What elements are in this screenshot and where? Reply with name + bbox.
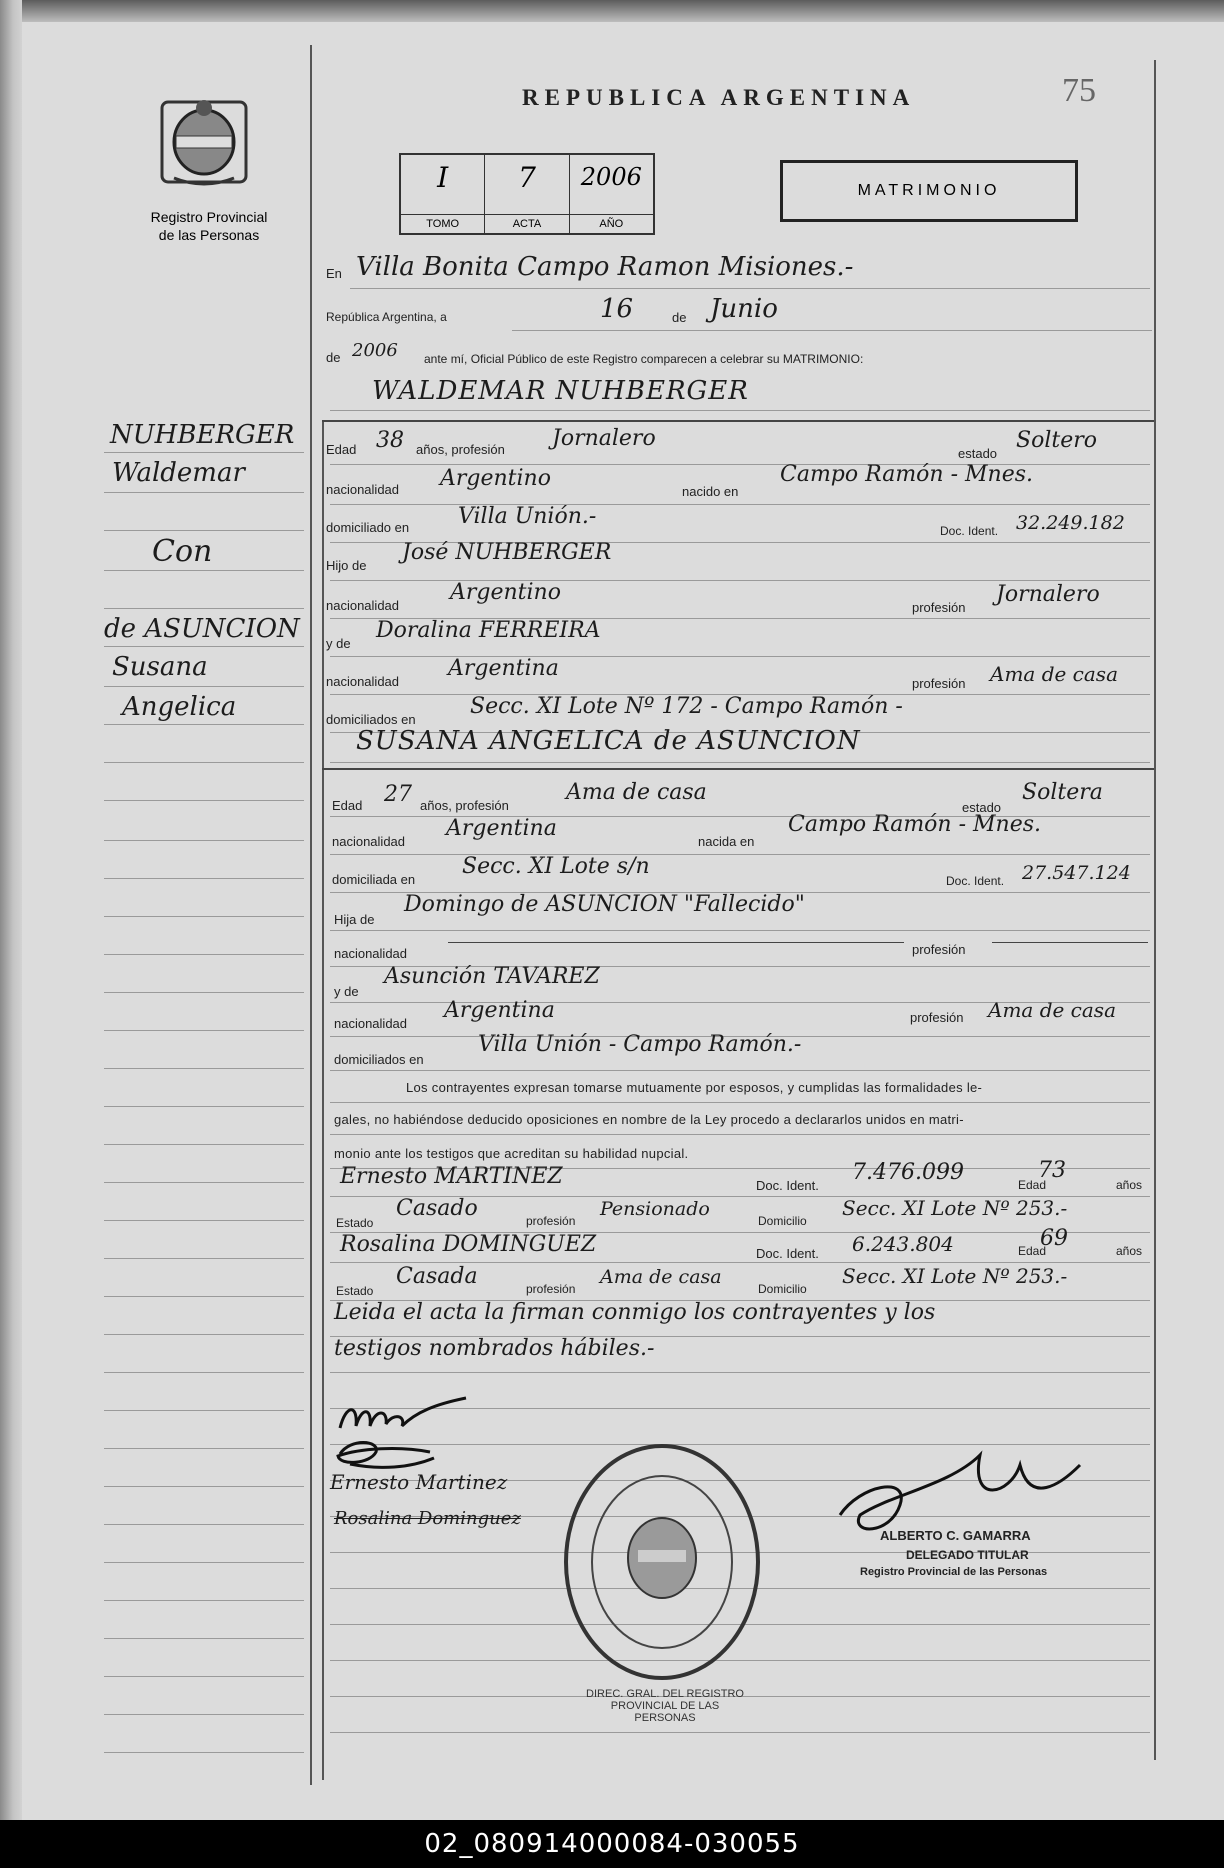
country-title: REPUBLICA ARGENTINA — [522, 85, 916, 110]
margin-line — [104, 452, 304, 453]
bride-status: Soltera — [1022, 780, 1103, 805]
registry-label-line2: de las Personas — [158, 227, 260, 243]
acta-label: ACTA — [485, 214, 568, 233]
witness2-age: 69 — [1040, 1226, 1068, 1251]
margin-line — [104, 1182, 304, 1183]
bride-domicile-label: domiciliada en — [332, 872, 416, 887]
witness1-name: Ernesto MARTINEZ — [340, 1164, 563, 1189]
page-number: 75 — [1062, 72, 1096, 109]
witness2-doc-label: Doc. Ident. — [756, 1246, 819, 1261]
margin-line — [104, 1714, 304, 1715]
groom-mother-nat-label: nacionalidad — [326, 674, 400, 689]
margin-line — [104, 570, 304, 571]
bride-parents-domicile: Villa Unión - Campo Ramón.- — [478, 1032, 802, 1057]
bride-domicile: Secc. XI Lote s/n — [462, 854, 650, 879]
groom-profession: Jornalero — [552, 426, 656, 451]
margin-note-bride-second: Angelica — [122, 692, 237, 722]
bride-father-nat-label: nacionalidad — [334, 946, 408, 961]
witness1-age: 73 — [1038, 1158, 1066, 1183]
bride-father: Domingo de ASUNCION "Fallecido" — [404, 892, 805, 917]
margin-line — [104, 646, 304, 647]
form-line — [330, 1372, 1150, 1373]
groom-name-line — [330, 410, 1150, 411]
witness2-doc: 6.243.804 — [852, 1232, 954, 1256]
signature-scribble-1 — [336, 1394, 496, 1434]
year-value: 2006 — [352, 340, 398, 361]
registry-label-line1: Registro Provincial — [150, 209, 268, 225]
ano-label: AÑO — [570, 214, 653, 233]
witness2-name: Rosalina DOMINGUEZ — [340, 1232, 597, 1257]
form-line — [330, 1134, 1150, 1135]
witness2-domicilio-label: Domicilio — [758, 1282, 807, 1296]
witness2-edad-label: Edad — [1018, 1244, 1047, 1258]
margin-note-firstname: Waldemar — [112, 458, 245, 488]
record-type-box: MATRIMONIO — [780, 160, 1078, 222]
margin-line — [104, 1068, 304, 1069]
groom-mother-prof-label: profesión — [912, 676, 966, 691]
bride-mother: Asunción TAVAREZ — [384, 964, 600, 989]
declaration-line-2: gales, no habiéndose deducido oposiciones en nombre de la Ley procedo a declararlos unidos en matri- — [334, 1112, 964, 1127]
margin-line — [104, 1372, 304, 1373]
groom-parents-domicile: Secc. XI Lote Nº 172 - Campo Ramón - — [470, 694, 903, 719]
margin-note-bride-first: Susana — [112, 652, 208, 682]
witness2-anos-label: años — [1116, 1244, 1143, 1258]
place-value: Villa Bonita Campo Ramon Misiones.- — [356, 252, 854, 282]
bride-nat-label: nacionalidad — [332, 834, 406, 849]
groom-edad-label: Edad — [326, 442, 357, 457]
bride-father-prof-label: profesión — [912, 942, 966, 957]
groom-profession-label: años, profesión — [416, 442, 505, 457]
bride-father-nat-line — [448, 942, 904, 943]
coat-of-arms-icon — [158, 94, 250, 190]
witness2-status: Casada — [396, 1264, 478, 1289]
groom-section-rule — [322, 420, 1154, 422]
en-label: En — [326, 266, 342, 281]
margin-note-con: Con — [152, 534, 213, 569]
groom-domicile-label: domiciliado en — [326, 520, 410, 535]
bride-name-line — [330, 762, 1150, 763]
bride-profession-label: años, profesión — [420, 798, 509, 813]
margin-line — [104, 1144, 304, 1145]
closing-line-2: testigos nombrados hábiles.- — [334, 1336, 655, 1361]
bride-born-label: nacida en — [698, 834, 755, 849]
margin-line — [104, 1486, 304, 1487]
groom-estado-label: estado — [958, 446, 998, 461]
groom-and-of-label: y de — [326, 636, 351, 651]
margin-line — [104, 840, 304, 841]
form-line — [330, 1732, 1150, 1733]
margin-line — [104, 1638, 304, 1639]
groom-nationality: Argentino — [440, 466, 551, 491]
image-id-strip: 02_080914000084-030055 — [0, 1820, 1224, 1868]
bride-doc-label: Doc. Ident. — [946, 874, 1005, 888]
declaration-line-3: monio ante los testigos que acreditan su habilidad nupcial. — [334, 1146, 689, 1161]
official-stamp-name: ALBERTO C. GAMARRA — [880, 1528, 1031, 1543]
witness1-status: Casado — [396, 1196, 478, 1221]
form-line — [330, 1102, 1150, 1103]
groom-father-prof-label: profesión — [912, 600, 966, 615]
margin-line — [104, 1030, 304, 1031]
groom-father-profession: Jornalero — [996, 582, 1100, 607]
groom-doc: 32.249.182 — [1016, 512, 1125, 534]
margin-line — [104, 608, 304, 609]
margin-line — [104, 1220, 304, 1221]
margin-line — [104, 1258, 304, 1259]
margin-line — [104, 1562, 304, 1563]
bride-edad-label: Edad — [332, 798, 363, 813]
month-value: Junio — [710, 294, 778, 324]
form-line — [330, 1262, 1150, 1263]
registry-seal-icon — [560, 1440, 764, 1684]
witness1-edad-label: Edad — [1018, 1178, 1047, 1192]
margin-divider — [310, 45, 312, 1785]
witness1-estado-label: Estado — [336, 1216, 374, 1230]
seal-text: DIREC. GRAL. DEL REGISTRO PROVINCIAL DE LAS PERSONAS — [586, 1688, 744, 1724]
groom-nat-label: nacionalidad — [326, 482, 400, 497]
bride-mother-profession: Ama de casa — [988, 998, 1116, 1022]
margin-note-surname: NUHBERGER — [110, 420, 295, 450]
bride-mother-nationality: Argentina — [444, 998, 555, 1023]
inner-divider — [322, 420, 324, 1780]
witness2-domicile: Secc. XI Lote Nº 253.- — [842, 1264, 1068, 1288]
margin-line — [104, 492, 304, 493]
groom-born-label: nacido en — [682, 484, 739, 499]
margin-line — [104, 762, 304, 763]
witness2-prof-label: profesión — [526, 1282, 576, 1296]
date-line — [512, 330, 1152, 331]
groom-mother-profession: Ama de casa — [990, 662, 1118, 686]
witness1-profession: Pensionado — [600, 1198, 710, 1220]
acta-value: 7 — [518, 161, 536, 194]
day-value: 16 — [600, 294, 634, 324]
form-line — [330, 1070, 1150, 1071]
witness1-prof-label: profesión — [526, 1214, 576, 1228]
official-stamp-registry: Registro Provincial de las Personas — [860, 1566, 1048, 1578]
closing-line-1: Leida el acta la firman conmigo los contrayentes y los — [334, 1300, 936, 1325]
form-line — [330, 930, 1150, 931]
groom-parents-domicile-label: domiciliados en — [326, 712, 416, 727]
groom-mother-nationality: Argentina — [448, 656, 559, 681]
witness1-domicilio-label: Domicilio — [758, 1214, 807, 1228]
bride-daughter-of-label: Hija de — [334, 912, 375, 927]
groom-birthplace: Campo Ramón - Mnes. — [780, 462, 1034, 487]
tomo-acta-ano-box — [399, 153, 655, 235]
republica-label: República Argentina, a — [326, 310, 447, 324]
bride-doc: 27.547.124 — [1022, 862, 1131, 884]
bride-profession: Ama de casa — [566, 780, 707, 805]
page-top-edge — [0, 0, 1224, 22]
ano-cell — [570, 155, 653, 233]
groom-father-nationality: Argentino — [450, 580, 561, 605]
groom-status: Soltero — [1016, 428, 1097, 453]
groom-domicile: Villa Unión.- — [458, 504, 597, 529]
page-binding — [0, 0, 22, 1820]
margin-line — [104, 1334, 304, 1335]
registry-label — [120, 208, 298, 244]
right-border — [1154, 60, 1156, 1760]
place-line — [350, 288, 1150, 289]
bride-parents-domicile-label: domiciliados en — [334, 1052, 424, 1067]
official-signature — [830, 1445, 1090, 1585]
bride-mother-nat-label: nacionalidad — [334, 1016, 408, 1031]
witness1-doc: 7.476.099 — [852, 1160, 964, 1185]
form-line — [330, 504, 1150, 505]
bride-age: 27 — [384, 782, 412, 807]
margin-line — [104, 686, 304, 687]
appearance-statement: ante mí, Oficial Público de este Registro comparecen a celebrar su MATRIMONIO: — [424, 352, 864, 366]
bride-father-prof-line — [992, 942, 1148, 943]
margin-note-bride-surname: de ASUNCION — [104, 614, 300, 644]
margin-line — [104, 724, 304, 725]
margin-line — [104, 530, 304, 531]
signature-scribble-2 — [330, 1434, 440, 1474]
tomo-cell — [401, 155, 485, 233]
tomo-label: TOMO — [401, 214, 484, 233]
form-line — [330, 854, 1150, 855]
margin-line — [104, 1600, 304, 1601]
witness1-doc-label: Doc. Ident. — [756, 1178, 819, 1193]
bride-section-rule — [322, 768, 1154, 770]
groom-mother: Doralina FERREIRA — [376, 618, 601, 643]
margin-line — [104, 1752, 304, 1753]
margin-line — [104, 1524, 304, 1525]
groom-father: José NUHBERGER — [402, 540, 612, 565]
witness2-estado-label: Estado — [336, 1284, 374, 1298]
witness1-domicile: Secc. XI Lote Nº 253.- — [842, 1196, 1068, 1220]
de-year-label: de — [326, 350, 341, 365]
margin-line — [104, 1448, 304, 1449]
margin-line — [104, 800, 304, 801]
bride-mother-prof-label: profesión — [910, 1010, 964, 1025]
margin-line — [104, 878, 304, 879]
margin-line — [104, 916, 304, 917]
margin-line — [104, 1410, 304, 1411]
official-stamp-title: DELEGADO TITULAR — [906, 1548, 1029, 1562]
witness1-signature: Ernesto Martinez — [330, 1470, 508, 1494]
witness2-signature: Rosalina Dominguez — [334, 1508, 521, 1529]
groom-son-of-label: Hijo de — [326, 558, 367, 573]
acta-cell — [485, 155, 569, 233]
de-label: de — [672, 310, 687, 325]
groom-full-name: WALDEMAR NUHBERGER — [372, 376, 749, 406]
witness2-profession: Ama de casa — [600, 1266, 722, 1288]
bride-and-of-label: y de — [334, 984, 359, 999]
margin-line — [104, 1676, 304, 1677]
bride-nationality: Argentina — [446, 816, 557, 841]
witness1-anos-label: años — [1116, 1178, 1143, 1192]
groom-father-nat-label: nacionalidad — [326, 598, 400, 613]
tomo-value: I — [437, 161, 449, 194]
ano-value: 2006 — [580, 163, 642, 191]
margin-line — [104, 954, 304, 955]
margin-line — [104, 992, 304, 993]
groom-age: 38 — [376, 428, 404, 453]
bride-birthplace: Campo Ramón - Mnes. — [788, 812, 1042, 837]
margin-line — [104, 1296, 304, 1297]
groom-doc-label: Doc. Ident. — [940, 524, 999, 538]
margin-line — [104, 1106, 304, 1107]
bride-full-name: SUSANA ANGELICA de ASUNCION — [356, 726, 861, 756]
bride-estado-label: estado — [962, 800, 1002, 815]
declaration-line-1: Los contrayentes expresan tomarse mutuamente por esposos, y cumplidas las formalidades le- — [406, 1080, 983, 1095]
